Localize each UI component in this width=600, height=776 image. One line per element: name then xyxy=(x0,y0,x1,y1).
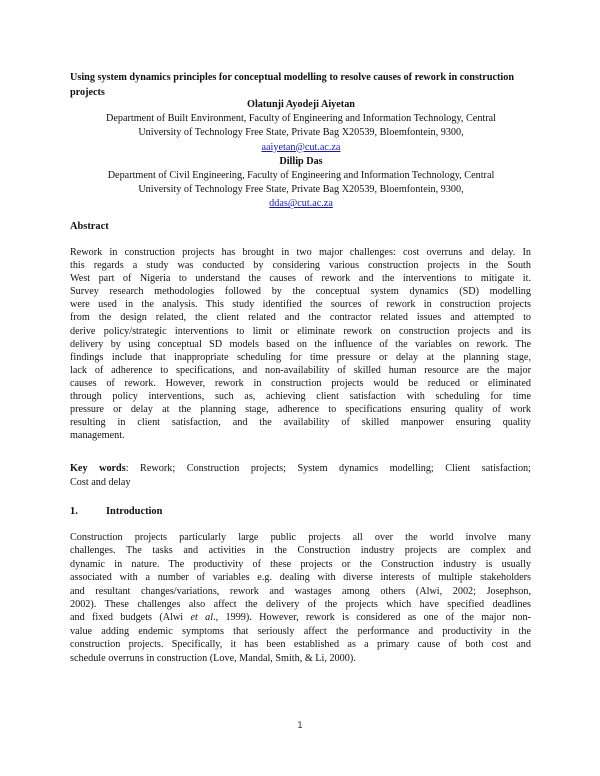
body-line: challenges. The tasks and activities in the Construction industry projects are complex and xyxy=(70,545,531,557)
abstract-line: Rework in construction projects has brought in two major challenges: cost overruns and delay. In xyxy=(70,247,531,258)
abstract-body xyxy=(70,246,531,442)
introduction-body xyxy=(70,531,531,665)
body-line: 2002). These challenges also affect the delivery of the projects which have specified deadlines xyxy=(70,599,531,611)
abstract-line: from the design related, the client related and the contractor related issues and attempted to xyxy=(70,312,531,324)
body-text: ., 1999). However, rework is considered as one of the major xyxy=(213,612,513,624)
body-line: and resultant changes/variations, rework and wastages among others (Alwi, 2002; Josephson, xyxy=(70,585,531,597)
keywords-list: : Rework; Construction projects; System dynamics modelling; Client satisfaction; xyxy=(125,463,531,474)
keywords-line xyxy=(70,462,531,476)
body-line: construction projects. Specifically, it has been established as a primary cause of both cost and xyxy=(70,639,531,651)
author-affiliation: University of Technology Free State, Private Bag X20539, Bloemfontein, 9300, xyxy=(138,184,464,196)
section-number: 1. xyxy=(70,506,78,517)
abstract-line: delivery by using conceptual SD models based on the influence of the variables on rework. The xyxy=(70,338,531,350)
abstract-line: West part of Nigeria to understand the causes of rework and the interventions to mitigate it. xyxy=(70,273,531,285)
author-name: Olatunji Ayodeji Aiyetan xyxy=(247,99,355,110)
body-line: schedule overruns in construction (Love, Mandal, Smith, & Li, 2000). xyxy=(70,652,356,664)
author-email-link[interactable]: ddas@cut.ac.za xyxy=(269,198,333,210)
abstract-line: findings include that inappropriate scheduling for time pressure or delay at the planning stage, xyxy=(70,351,531,363)
keywords-label: Key words xyxy=(70,463,126,474)
author-affiliation: University of Technology Free State, Private Bag X20539, Bloemfontein, 9300, xyxy=(138,127,464,139)
abstract-line: through policy interventions, such as, achieving client satisfaction with scheduling for time xyxy=(70,391,531,403)
citation-et-al: et al xyxy=(190,612,214,624)
body-line: dynamic in nature. The productivity of these projects or the Construction industry is usually xyxy=(70,558,531,570)
section-heading xyxy=(70,506,162,517)
abstract-line: causes of rework. However, rework in construction projects would be reduced or eliminated xyxy=(70,377,531,389)
body-line xyxy=(70,611,531,624)
abstract-line: pressure or delay at the planning stage, adherence to specifications ensuring quality of work xyxy=(70,404,531,416)
keywords-line: Cost and delay xyxy=(70,477,131,488)
page-number: 1 xyxy=(297,721,303,731)
abstract-line: lack of adherence to specifications, and non-availability of skilled human resource are the major xyxy=(70,364,531,376)
author-email-link[interactable]: aaiyetan@cut.ac.za xyxy=(261,141,341,153)
body-text: and fixed budgets (Alwi xyxy=(70,612,191,624)
abstract-line: management. xyxy=(70,430,125,442)
section-title: Introduction xyxy=(106,506,163,517)
body-line: associated with a number of variables e.g. dealing with diverse interests of multiple stakeholders xyxy=(70,572,531,584)
body-line: value adding endemic symptoms that seriously affect the performance and productivity in the xyxy=(70,625,531,637)
abstract-line: this regards a study was conducted by considering various construction projects in the South xyxy=(70,260,531,272)
abstract-line: derive policy/strategic interventions to limit or eliminate rework on construction projects and its xyxy=(70,325,531,337)
author-affiliation: Department of Civil Engineering, Faculty of Engineering and Information Technology, Central xyxy=(107,170,495,182)
body-text: non- xyxy=(512,612,531,624)
body-line: Construction projects particularly large public projects all over the world involve many xyxy=(70,532,531,543)
abstract-heading: Abstract xyxy=(70,221,109,232)
abstract-line: resulting in client satisfaction, and the availability of skilled manpower ensuring quality xyxy=(70,417,531,429)
keywords xyxy=(70,462,531,490)
abstract-line: Survey research methodologies followed by the conceptual system dynamics (SD) modelling xyxy=(70,286,531,298)
paper-title: Using system dynamics principles for conceptual modelling to resolve causes of rework in construction projects xyxy=(70,72,514,98)
author-affiliation: Department of Built Environment, Faculty of Engineering and Information Technology, Central xyxy=(106,113,496,125)
abstract-line: were used in the analysis. This study identified the sources of rework in construction projects xyxy=(70,299,531,311)
author-name: Dillip Das xyxy=(279,155,323,167)
author-block xyxy=(66,98,536,212)
